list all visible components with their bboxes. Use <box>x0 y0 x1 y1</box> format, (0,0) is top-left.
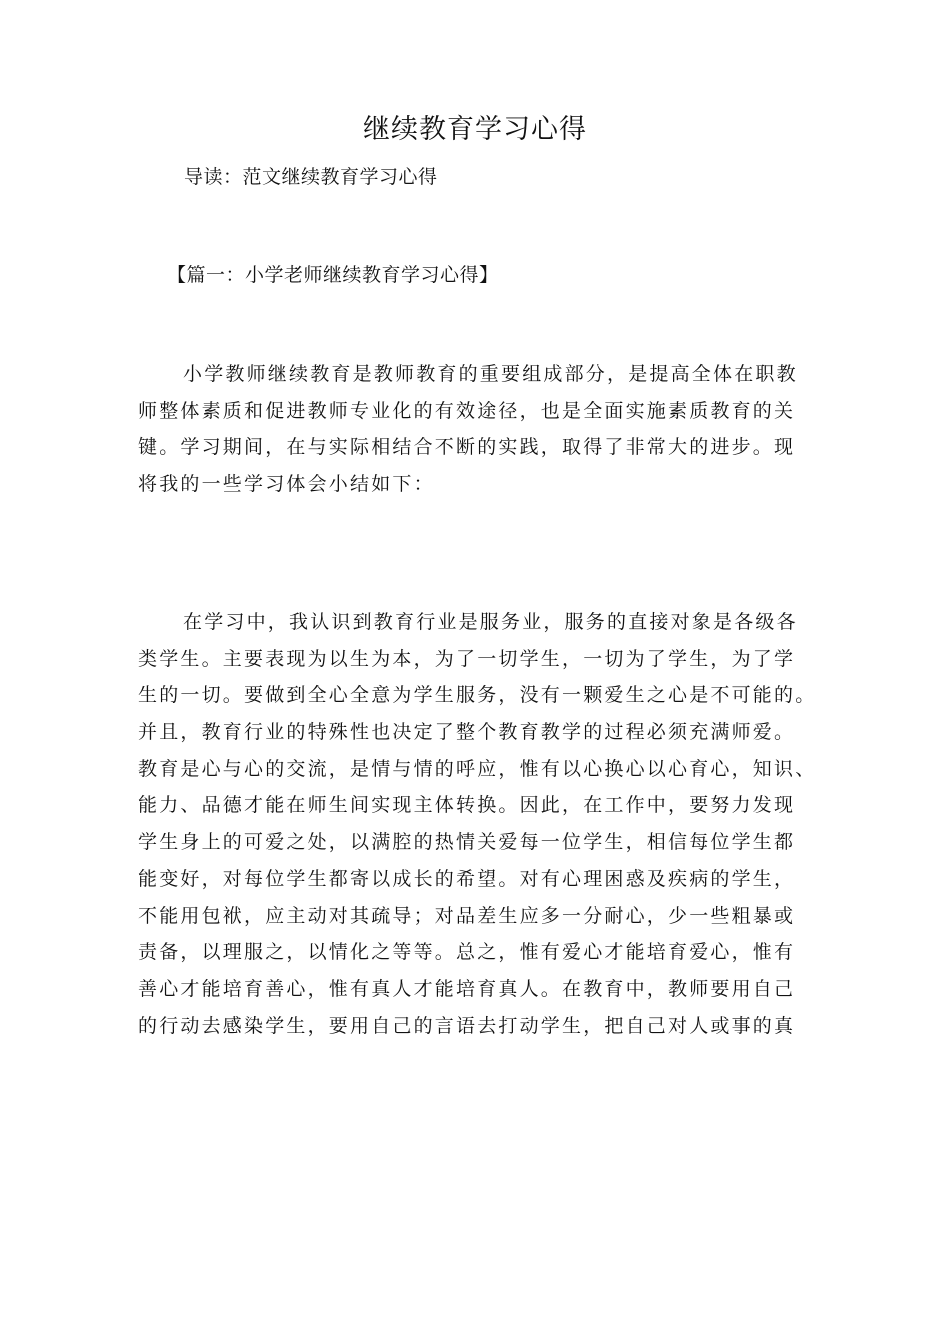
paragraph-line: 责备，以理服之，以情化之等等。总之，惟有爱心才能培育爱心，惟有 <box>138 941 796 964</box>
paragraph-line: 能力、品德才能在师生间实现主体转换。因此，在工作中，要努力发现 <box>138 794 796 817</box>
paragraph-line: 能变好，对每位学生都寄以成长的希望。对有心理困惑及疾病的学生， <box>138 867 796 890</box>
paragraph-line: 教育是心与心的交流，是情与情的呼应，惟有以心换心以心育心，知识、 <box>138 757 817 780</box>
paragraph-line: 键。学习期间，在与实际相结合不断的实践，取得了非常大的进步。现 <box>138 436 796 459</box>
paragraph-line: 不能用包袱，应主动对其疏导；对品差生应多一分耐心，少一些粗暴或 <box>138 904 796 927</box>
paragraph-line: 在学习中，我认识到教育行业是服务业，服务的直接对象是各级各 <box>183 611 798 633</box>
lead-text: 导读：范文继续教育学习心得 <box>184 166 438 188</box>
paragraph-line: 类学生。主要表现为以生为本，为了一切学生，一切为了学生，为了学 <box>138 647 796 670</box>
paragraph-line: 将我的一些学习体会小结如下： <box>138 473 435 496</box>
section-heading: 【篇一：小学老师继续教育学习心得】 <box>167 264 499 286</box>
paragraph-line: 师整体素质和促进教师专业化的有效途径，也是全面实施素质教育的关 <box>138 399 796 422</box>
paragraph-line: 小学教师继续教育是教师教育的重要组成部分，是提高全体在职教 <box>183 363 798 385</box>
paragraph-line: 的行动去感染学生，要用自己的言语去打动学生，把自己对人或事的真 <box>138 1014 796 1037</box>
paragraph-line: 学生身上的可爱之处，以满腔的热情关爱每一位学生，相信每位学生都 <box>138 831 796 854</box>
document-title: 继续教育学习心得 <box>363 114 587 145</box>
paragraph <box>138 356 828 503</box>
paragraph-line: 并且，教育行业的特殊性也决定了整个教育教学的过程必须充满师爱。 <box>138 721 796 744</box>
paragraph <box>138 604 828 1044</box>
paragraph-line: 善心才能培育善心，惟有真人才能培育真人。在教育中，教师要用自己 <box>138 977 796 1000</box>
paragraph-line: 生的一切。要做到全心全意为学生服务，没有一颗爱生之心是不可能的。 <box>138 684 817 707</box>
